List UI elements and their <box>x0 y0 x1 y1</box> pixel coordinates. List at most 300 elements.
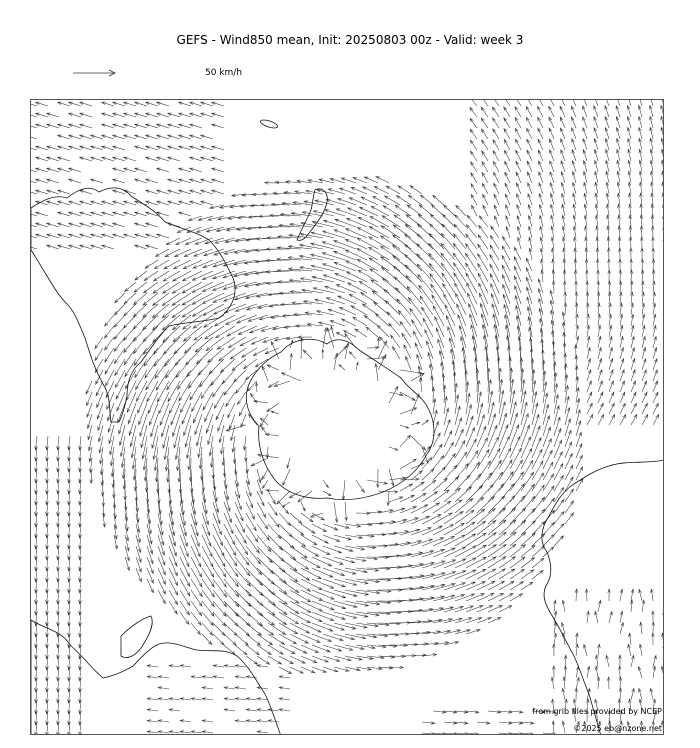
wind-vector <box>576 644 579 656</box>
wind-vector <box>31 135 37 139</box>
wind-vector <box>135 223 147 227</box>
wind-vector <box>271 342 279 360</box>
wind-vector <box>627 117 631 129</box>
wind-vector <box>259 315 279 320</box>
wind-vector <box>113 135 125 139</box>
wind-vector <box>172 414 180 436</box>
wind-vector <box>257 645 271 655</box>
wind-vector <box>212 190 224 194</box>
wind-vector <box>202 568 214 587</box>
wind-vector <box>157 102 169 106</box>
wind-vector <box>573 215 576 227</box>
wind-vector <box>153 293 169 306</box>
wind-vector <box>586 292 589 304</box>
wind-vector <box>213 590 227 607</box>
wind-vector <box>58 201 70 205</box>
wind-vector <box>190 168 202 172</box>
wind-vector <box>662 215 664 227</box>
wind-vector <box>126 381 136 400</box>
wind-vector <box>168 190 180 194</box>
wind-vector <box>563 677 566 689</box>
wind-vector <box>521 437 531 458</box>
wind-vector <box>212 124 224 128</box>
wind-vector <box>650 138 653 150</box>
wind-vector <box>422 619 442 623</box>
wind-vector <box>521 414 528 436</box>
wind-vector <box>554 622 557 634</box>
map-title: GEFS - Wind850 mean, Init: 20250803 00z - Valid: week 3 <box>176 33 524 47</box>
wind-vector <box>345 601 369 606</box>
wind-vector <box>587 611 590 623</box>
wind-vector <box>506 205 510 216</box>
wind-vector <box>572 161 576 172</box>
wind-vector <box>594 128 598 139</box>
wind-vector <box>532 558 544 568</box>
wind-vector <box>652 237 655 249</box>
wind-vector <box>191 579 202 597</box>
wind-vector <box>598 314 601 326</box>
wind-vector <box>539 161 544 172</box>
wind-vector <box>268 590 287 604</box>
wind-vector <box>322 242 345 249</box>
wind-vector <box>226 392 235 407</box>
wind-vector <box>598 381 602 392</box>
wind-vector <box>342 480 345 500</box>
wind-vector <box>466 629 480 634</box>
wind-vector <box>243 436 246 450</box>
wind-vector <box>499 448 511 469</box>
wind-vector <box>257 535 271 552</box>
wind-vector <box>628 644 631 656</box>
wind-vector <box>36 223 48 227</box>
wind-vector <box>246 676 257 679</box>
wind-vector <box>180 392 191 413</box>
wind-vector <box>463 359 466 381</box>
wind-vector <box>246 491 253 508</box>
wind-vector <box>594 150 598 162</box>
wind-vector <box>113 480 116 498</box>
wind-reference-arrow-icon <box>72 67 118 79</box>
wind-vector <box>147 546 153 564</box>
wind-vector <box>322 253 345 260</box>
wind-vector <box>628 149 631 161</box>
wind-vector <box>180 720 191 723</box>
wind-vector <box>36 146 48 150</box>
wind-vector <box>171 403 180 425</box>
wind-vector <box>652 248 655 260</box>
wind-vector <box>334 502 338 522</box>
wind-vector <box>113 201 125 205</box>
wind-vector <box>174 425 180 448</box>
wind-vector <box>526 107 532 118</box>
wind-vector <box>136 502 139 522</box>
wind-vector <box>323 524 338 530</box>
wind-vector <box>323 480 328 488</box>
wind-vector <box>488 437 499 458</box>
wind-vector <box>157 234 169 238</box>
wind-vector <box>482 151 488 161</box>
wind-vector <box>652 622 655 634</box>
wind-vector <box>268 720 279 723</box>
wind-vector <box>609 370 613 381</box>
wind-vector <box>206 414 213 433</box>
wind-vector <box>349 352 356 359</box>
wind-vector <box>36 124 48 128</box>
wind-vector <box>553 666 556 678</box>
wind-vector <box>135 113 147 117</box>
wind-vector <box>549 117 554 128</box>
wind-vector <box>650 149 653 161</box>
wind-vector <box>250 326 268 333</box>
wind-vector <box>235 634 248 645</box>
wind-vector <box>190 179 202 183</box>
wind-vector <box>146 234 158 238</box>
wind-vector <box>182 282 202 293</box>
wind-vector <box>202 557 214 577</box>
wind-vector <box>494 194 499 205</box>
wind-vector <box>595 666 598 678</box>
wind-vector <box>505 194 510 205</box>
wind-vector <box>389 644 408 647</box>
wind-vector <box>639 138 642 150</box>
wind-vector <box>80 190 92 194</box>
wind-vector <box>493 118 500 128</box>
wind-vector <box>585 259 588 271</box>
wind-vector <box>257 731 268 734</box>
wind-vector <box>182 304 202 317</box>
wind-vector <box>540 237 543 249</box>
wind-vector <box>224 698 235 701</box>
wind-vector <box>477 545 496 557</box>
wind-vector <box>411 422 420 425</box>
wind-vector <box>312 612 334 621</box>
wind-vector <box>135 146 147 150</box>
wind-vector <box>653 314 656 326</box>
wind-vector <box>510 460 523 480</box>
wind-vector <box>422 596 444 601</box>
wind-vector <box>538 106 544 117</box>
wind-vector <box>238 326 257 335</box>
wind-vector <box>563 343 566 359</box>
wind-vector <box>630 281 633 293</box>
wind-vector <box>400 484 413 491</box>
wind-vector <box>617 193 620 205</box>
wind-vector <box>642 392 647 403</box>
wind-vector <box>455 733 468 735</box>
wind-vector <box>233 447 236 464</box>
wind-vector <box>466 263 478 282</box>
wind-vector <box>168 135 180 139</box>
wind-vector <box>193 260 213 268</box>
wind-vector <box>651 204 654 216</box>
wind-vector <box>80 102 92 106</box>
wind-vector <box>201 102 213 106</box>
wind-vector <box>650 116 653 128</box>
wind-vector <box>69 113 81 117</box>
wind-vector <box>617 138 621 150</box>
wind-vector <box>529 237 532 249</box>
wind-vector <box>538 117 543 128</box>
wind-vector <box>594 117 598 128</box>
wind-vector <box>179 146 191 150</box>
wind-vector <box>80 212 92 216</box>
wind-vector <box>347 218 368 227</box>
wind-vector <box>609 415 615 426</box>
wind-vector <box>192 271 213 280</box>
wind-vector <box>532 426 540 447</box>
wind-vector <box>488 711 501 714</box>
wind-vector <box>393 347 401 359</box>
wind-vector <box>543 393 548 414</box>
wind-vector <box>628 160 631 172</box>
wind-vector <box>168 113 180 117</box>
wind-vector <box>240 337 257 346</box>
wind-vector <box>191 698 202 701</box>
wind-vector <box>128 403 136 424</box>
wind-vector <box>527 128 532 139</box>
wind-vector <box>386 186 400 194</box>
wind-vector <box>510 402 516 425</box>
wind-vector <box>573 226 576 238</box>
wind-vector <box>374 186 389 194</box>
wind-vector <box>86 381 92 394</box>
wind-vector <box>521 391 526 414</box>
wind-vector <box>246 579 263 596</box>
wind-vector <box>575 292 578 304</box>
wind-vector <box>301 524 315 533</box>
wind-vector <box>257 524 269 540</box>
wind-vector <box>488 380 492 403</box>
wind-vector <box>235 513 245 532</box>
wind-vector <box>202 612 214 626</box>
wind-vector <box>323 590 346 598</box>
wind-vector <box>642 403 647 414</box>
wind-vector <box>640 215 643 227</box>
wind-vector <box>235 720 246 723</box>
wind-vector <box>355 329 367 337</box>
wind-vector <box>641 259 644 271</box>
wind-vector <box>631 348 635 360</box>
wind-vector <box>58 168 70 172</box>
wind-vector <box>488 425 497 447</box>
wind-vector <box>216 326 235 338</box>
wind-vector <box>311 513 323 517</box>
wind-vector <box>515 128 521 139</box>
wind-vector <box>510 448 521 469</box>
wind-vector <box>504 100 511 106</box>
wind-vector <box>642 600 645 612</box>
wind-vector <box>140 414 147 436</box>
wind-vector <box>595 611 598 623</box>
wind-vector <box>422 584 445 590</box>
wind-vector <box>638 100 642 106</box>
wind-vector <box>158 731 169 734</box>
wind-vector <box>31 245 37 249</box>
wind-vector <box>539 205 543 217</box>
wind-vector <box>597 270 600 282</box>
wind-vector <box>157 157 169 161</box>
wind-vector <box>208 348 224 362</box>
wind-vector <box>653 359 657 370</box>
wind-vector <box>105 348 114 362</box>
wind-vector <box>466 569 486 579</box>
wind-vector <box>481 129 488 139</box>
wind-vector <box>538 150 543 161</box>
wind-vector <box>488 544 506 557</box>
wind-vector <box>157 113 169 117</box>
wind-vector <box>102 146 114 150</box>
wind-vector <box>361 293 378 305</box>
wind-vector <box>179 201 191 205</box>
wind-vector <box>263 193 279 196</box>
wind-vector <box>168 179 180 183</box>
wind-vector <box>290 612 310 623</box>
wind-vector <box>539 183 543 194</box>
wind-vector <box>124 212 136 216</box>
wind-vector <box>206 227 224 232</box>
wind-vector <box>506 216 510 227</box>
wind-vector <box>159 392 169 414</box>
wind-vector <box>598 347 601 359</box>
wind-vector <box>521 545 535 557</box>
wind-vector <box>284 326 301 329</box>
wind-vector <box>653 303 656 315</box>
wind-vector <box>113 212 125 216</box>
wind-vector <box>190 113 202 117</box>
wind-vector <box>357 259 378 271</box>
wind-vector <box>301 546 319 556</box>
wind-vector <box>224 709 235 712</box>
wind-vector <box>574 259 577 271</box>
wind-vector <box>441 243 455 260</box>
wind-vector <box>376 177 389 184</box>
wind-vector <box>213 676 224 679</box>
wind-vector <box>619 292 622 304</box>
wind-vector <box>652 633 655 645</box>
wind-vector <box>114 502 117 519</box>
wind-vector <box>312 524 326 532</box>
wind-vector <box>554 633 557 645</box>
wind-vector <box>609 303 612 315</box>
wind-vector <box>224 381 235 395</box>
wind-vector <box>502 275 510 293</box>
wind-vector <box>203 304 224 315</box>
wind-vector <box>113 234 125 238</box>
wind-vector <box>283 469 290 485</box>
wind-vector <box>345 343 349 359</box>
wind-vector <box>639 644 642 656</box>
wind-vector <box>168 124 180 128</box>
wind-vector <box>353 317 367 326</box>
wind-map <box>30 99 664 735</box>
wind-vector <box>235 676 246 679</box>
wind-vector <box>69 168 81 172</box>
wind-vector <box>257 513 268 529</box>
wind-vector <box>532 461 543 480</box>
wind-vector <box>451 349 456 370</box>
wind-vector <box>528 183 532 194</box>
wind-vector <box>653 336 657 348</box>
wind-vector <box>662 193 664 205</box>
wind-vector <box>631 392 636 403</box>
wind-vector <box>323 328 327 348</box>
wind-vector <box>170 392 181 413</box>
wind-vector <box>195 337 213 352</box>
wind-vector <box>201 190 213 194</box>
wind-vector <box>444 465 457 480</box>
copyright-text: ©2025 eb@nzone.net <box>573 724 662 733</box>
wind-vector <box>444 294 455 315</box>
wind-vector <box>149 403 158 425</box>
wind-vector <box>58 157 70 161</box>
wind-vector <box>224 645 235 655</box>
wind-vector <box>247 304 268 310</box>
wind-vector <box>375 364 378 381</box>
wind-vector <box>515 100 521 106</box>
wind-vector <box>631 403 636 414</box>
wind-vector <box>334 230 356 238</box>
wind-vector <box>420 296 433 315</box>
wind-vector <box>551 248 554 260</box>
wind-vector <box>262 469 268 480</box>
wind-vector <box>639 116 643 128</box>
wind-vector <box>172 282 191 293</box>
wind-vector <box>422 307 434 326</box>
wind-vector <box>102 113 114 117</box>
wind-vector <box>585 248 588 260</box>
wind-vector <box>201 157 213 161</box>
wind-vector <box>334 634 355 640</box>
wind-vector <box>453 263 466 282</box>
wind-vector <box>510 582 524 591</box>
wind-vector <box>287 458 290 468</box>
wind-vector <box>499 520 516 535</box>
wind-vector <box>91 223 103 227</box>
wind-vector <box>505 183 510 194</box>
wind-vector <box>147 709 158 712</box>
wind-vector <box>620 336 623 348</box>
wind-vector <box>561 150 565 161</box>
wind-vector <box>213 634 224 645</box>
wind-vector <box>619 655 622 667</box>
wind-vector <box>36 157 48 161</box>
wind-vector <box>273 192 290 195</box>
wind-vector <box>412 320 422 337</box>
wind-vector <box>515 118 521 129</box>
wind-vector <box>357 228 378 239</box>
wind-vector <box>334 579 357 586</box>
wind-vector <box>466 545 486 557</box>
wind-vector <box>521 369 524 392</box>
wind-vector <box>477 569 496 579</box>
wind-vector <box>113 223 125 227</box>
wind-vector <box>357 249 378 261</box>
wind-vector <box>432 295 444 315</box>
wind-vector <box>435 317 444 337</box>
wind-vector <box>229 337 247 348</box>
wind-vector <box>405 265 422 282</box>
wind-vector <box>135 234 147 238</box>
wind-vector <box>303 350 312 359</box>
wind-vector <box>628 138 631 150</box>
wind-vector <box>124 102 136 106</box>
wind-vector <box>212 179 224 183</box>
wind-vector <box>587 666 590 678</box>
wind-vector <box>290 623 310 633</box>
wind-vector <box>527 150 532 161</box>
wind-vector <box>575 281 578 293</box>
wind-vector <box>113 168 125 172</box>
